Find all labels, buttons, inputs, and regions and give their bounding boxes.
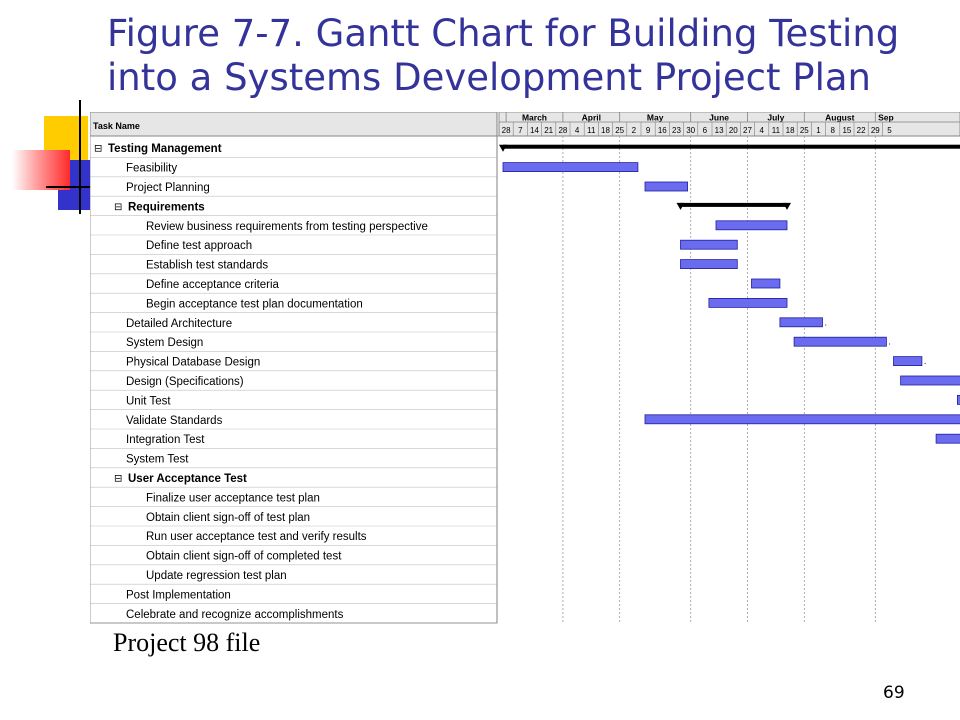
task-name: Celebrate and recognize accomplishments bbox=[126, 608, 344, 621]
task-name: Post Implementation bbox=[126, 589, 231, 602]
gantt-chart bbox=[90, 112, 960, 624]
week-tick-label: 4 bbox=[574, 126, 580, 135]
task-name: System Test bbox=[126, 453, 189, 466]
task-name: Requirements bbox=[128, 201, 205, 214]
task-name: Physical Database Design bbox=[126, 356, 261, 369]
task-bar bbox=[780, 318, 823, 327]
month-label: Sep bbox=[878, 112, 894, 123]
week-tick-label: 2 bbox=[631, 126, 637, 135]
deco-red-square bbox=[12, 150, 70, 190]
deco-horizontal-line bbox=[46, 186, 90, 188]
task-name: Run user acceptance test and verify results bbox=[146, 531, 367, 544]
week-tick-label: 29 bbox=[870, 126, 880, 135]
task-name: User Acceptance Test bbox=[128, 473, 247, 485]
week-tick-label: 30 bbox=[686, 126, 696, 135]
task-name: Obtain client sign-off of test plan bbox=[146, 511, 311, 524]
task-bar bbox=[716, 221, 787, 230]
week-tick-label: 11 bbox=[771, 126, 781, 135]
task-bar bbox=[894, 357, 922, 366]
task-name: Review business requirements from testing perspective bbox=[146, 220, 428, 233]
task-name: Detailed Architecture bbox=[126, 317, 233, 330]
week-tick-label: 27 bbox=[743, 126, 752, 135]
title-line-1: Figure 7-7. Gantt Chart for Building Testing bbox=[107, 12, 900, 55]
task-name: Finalize user acceptance test plan bbox=[146, 492, 320, 505]
title-line-2: into a Systems Development Project Plan bbox=[107, 56, 871, 99]
task-name: Update regression test plan bbox=[146, 570, 287, 582]
task-bar bbox=[936, 434, 960, 443]
month-label: April bbox=[581, 112, 601, 123]
task-bar bbox=[709, 298, 787, 307]
task-name: Feasibility bbox=[126, 162, 178, 175]
task-bar bbox=[681, 260, 738, 269]
collapse-toggle-icon: ⊟ bbox=[114, 201, 123, 213]
task-header-cell bbox=[90, 112, 497, 136]
week-tick-label: 15 bbox=[842, 126, 852, 135]
week-tick-label: 8 bbox=[830, 126, 835, 135]
week-tick-label: 6 bbox=[702, 126, 708, 135]
week-tick-label: 13 bbox=[714, 126, 724, 135]
week-tick-label: 1 bbox=[816, 126, 821, 135]
week-tick-label: 22 bbox=[856, 126, 866, 135]
task-bar-dot: . bbox=[824, 317, 828, 328]
week-tick-label: 21 bbox=[544, 126, 554, 135]
month-label: March bbox=[521, 112, 548, 123]
week-tick-label: 28 bbox=[558, 126, 568, 135]
month-label: July bbox=[767, 112, 785, 123]
task-name: Obtain client sign-off of completed test bbox=[146, 550, 342, 563]
week-tick-label: 25 bbox=[799, 126, 809, 135]
task-name-column-header: Task Name bbox=[93, 121, 140, 131]
task-bar bbox=[752, 279, 780, 288]
task-bar bbox=[681, 240, 738, 249]
week-tick-label: 20 bbox=[728, 126, 738, 135]
page-title bbox=[107, 12, 947, 100]
week-tick-label: 25 bbox=[615, 126, 625, 135]
task-bar bbox=[503, 163, 638, 172]
week-tick-label: 16 bbox=[657, 126, 667, 135]
task-name: System Design bbox=[126, 337, 204, 350]
task-name: Design (Specifications) bbox=[126, 376, 244, 388]
task-name: Define acceptance criteria bbox=[146, 279, 279, 291]
task-bar-dot: . bbox=[888, 336, 891, 347]
task-bar bbox=[645, 415, 960, 424]
week-tick-label: 14 bbox=[530, 126, 539, 135]
deco-vertical-line bbox=[79, 100, 81, 214]
task-name: Unit Test bbox=[126, 395, 171, 408]
task-bar bbox=[645, 182, 688, 191]
month-label: August bbox=[825, 112, 855, 123]
caption: Project 98 file bbox=[113, 628, 261, 657]
task-bar bbox=[794, 337, 886, 346]
task-name: Validate Standards bbox=[126, 414, 223, 427]
collapse-toggle-icon: ⊟ bbox=[114, 473, 123, 485]
week-tick-label: 23 bbox=[672, 126, 681, 135]
collapse-toggle-icon: ⊟ bbox=[94, 143, 103, 155]
month-label: June bbox=[709, 112, 730, 123]
week-tick-label: 18 bbox=[785, 126, 795, 135]
summary-bar bbox=[503, 145, 960, 149]
task-bar-dot: . bbox=[923, 356, 927, 367]
week-tick-label: 5 bbox=[887, 126, 892, 135]
week-tick-label: 7 bbox=[518, 126, 523, 135]
week-tick-label: 9 bbox=[645, 126, 651, 135]
page-number: 69 bbox=[883, 683, 905, 703]
summary-bar bbox=[681, 203, 788, 207]
month-label: May bbox=[646, 112, 664, 123]
task-name: Begin acceptance test plan documentation bbox=[146, 298, 363, 311]
week-tick-label: 18 bbox=[601, 126, 610, 135]
task-name: Project Planning bbox=[126, 182, 210, 194]
task-name: Testing Management bbox=[108, 143, 222, 156]
task-name: Establish test standards bbox=[146, 259, 269, 272]
week-tick-label: 11 bbox=[587, 126, 596, 135]
task-name: Integration Test bbox=[126, 434, 205, 447]
task-name: Define test approach bbox=[146, 240, 253, 253]
task-bar bbox=[901, 376, 960, 385]
week-tick-label: 28 bbox=[501, 126, 511, 135]
week-tick-label: 4 bbox=[759, 126, 764, 135]
